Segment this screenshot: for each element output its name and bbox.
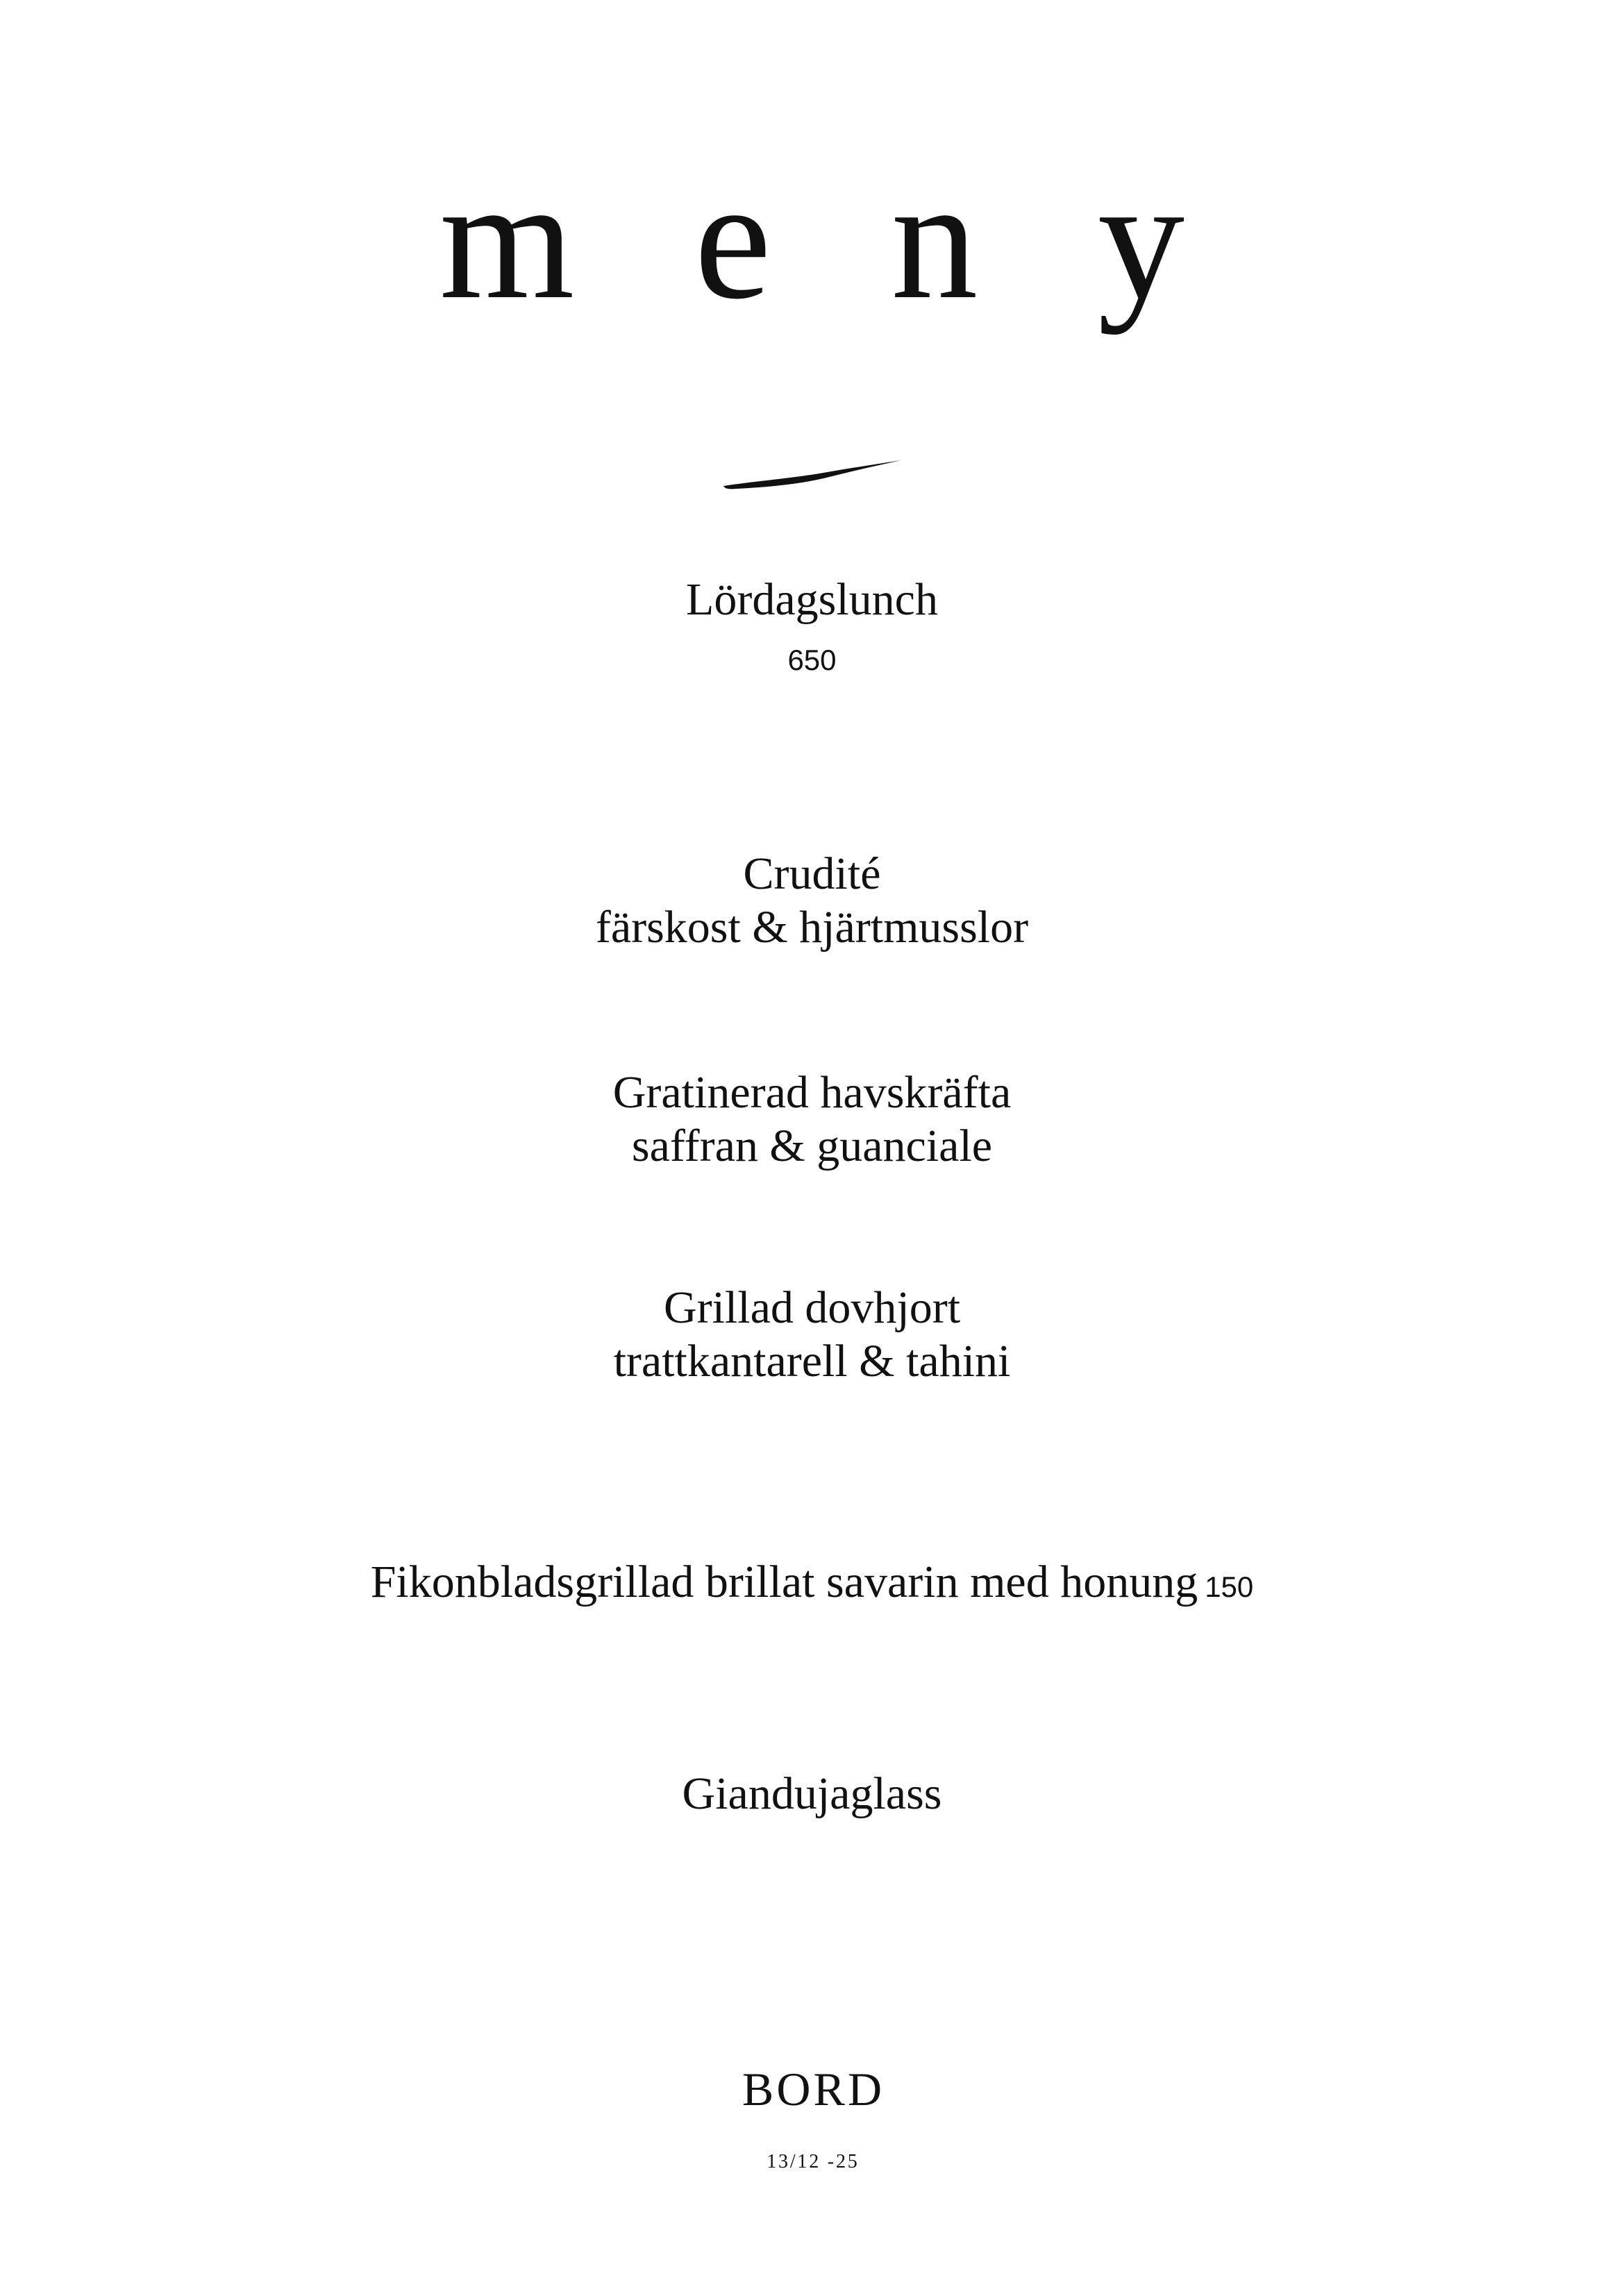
course-detail: trattkantarell & tahini <box>613 1336 1011 1387</box>
menu-price: 650 <box>787 644 837 676</box>
course-dish: Grillad dovhjort <box>663 1282 961 1333</box>
cheese-price: 150 <box>1205 1570 1254 1603</box>
restaurant-name: BORD <box>742 2063 885 2115</box>
menu-title: m e n y <box>440 143 1223 335</box>
cheese-course <box>0 1555 1624 1609</box>
menu-date: 13/12 -25 <box>767 2151 860 2172</box>
course-item <box>0 1066 1624 1173</box>
brush-stroke-divider-icon <box>722 458 903 493</box>
dessert-course: Giandujaglass <box>682 1768 942 1819</box>
menu-name: Lördagslunch <box>686 574 938 625</box>
course-item <box>0 1281 1624 1388</box>
cheese-dish: Fikonbladsgrillad brillat savarin med honung <box>370 1557 1198 1607</box>
course-dish: Crudité <box>743 848 881 899</box>
course-dish: Gratinerad havskräfta <box>612 1067 1012 1118</box>
course-item <box>0 847 1624 954</box>
course-detail: färskost & hjärtmusslor <box>595 902 1029 953</box>
course-detail: saffran & guanciale <box>631 1121 993 1172</box>
